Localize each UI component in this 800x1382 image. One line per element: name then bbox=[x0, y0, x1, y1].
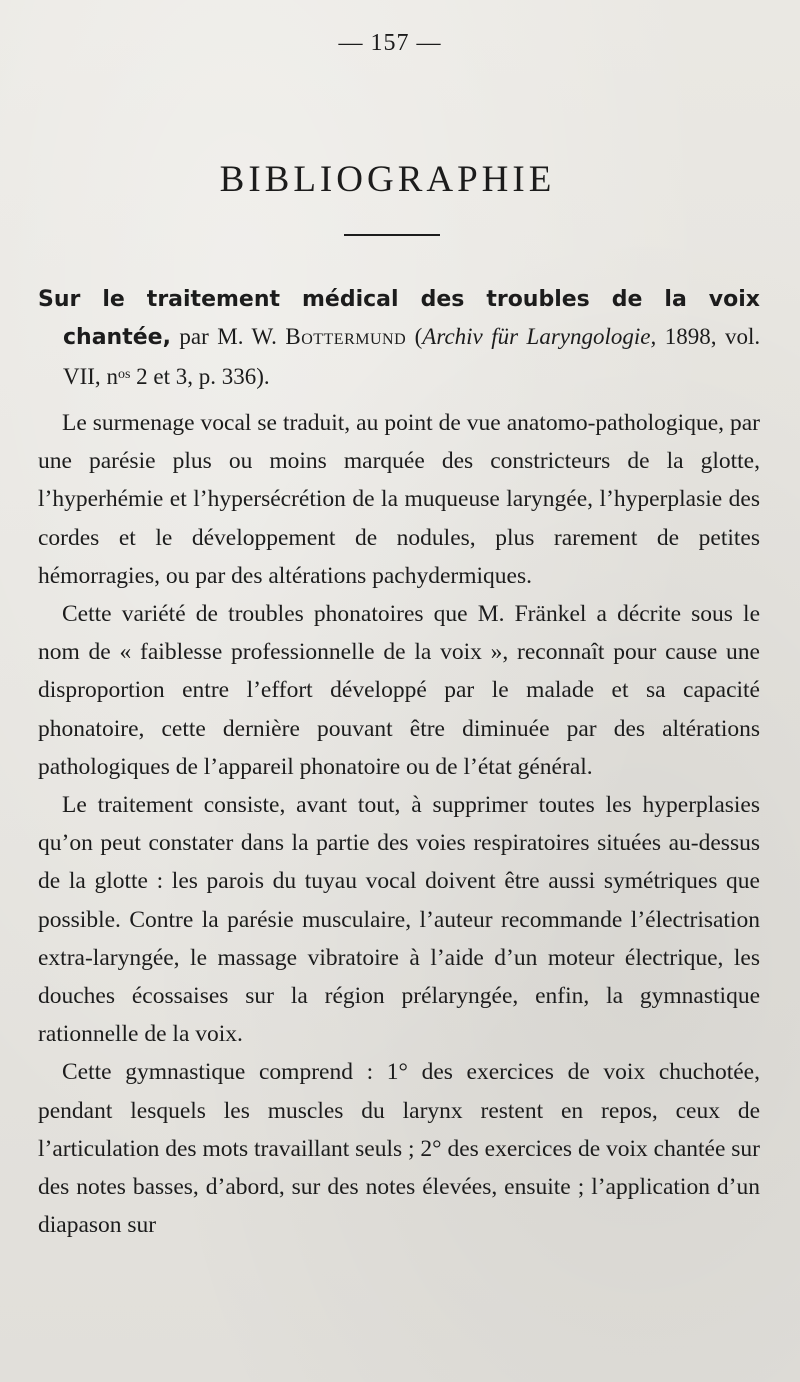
entry-numbers-abbr: $n^{os}$ bbox=[106, 364, 131, 389]
paragraph: Cette variété de troubles phonatoires que M. Fränkel a décrite sous le nom de « faiblesse professionnelle de la voix », reconnaît pour cause une disproportion entre l’effort développé par le malade et sa capacité phonatoire, cette dernière pouvant être diminuée par des altérations pathologiques de l’appareil phonatoire ou de l’état général. bbox=[38, 601, 760, 780]
entry-numbers: 2 et 3, p. 336). bbox=[136, 364, 270, 389]
entry-title: Sur le traitement médical des troubles de la voix chantée, bbox=[38, 287, 760, 350]
entry-open-paren: ( bbox=[414, 324, 423, 349]
entry-by: par M. W. bbox=[179, 324, 277, 349]
page-number: — 157 — bbox=[338, 30, 442, 56]
bibliography-entry bbox=[38, 280, 760, 1244]
entry-author: Bottermund bbox=[285, 324, 407, 349]
entry-volume: vol. VII, bbox=[63, 324, 761, 389]
section-title: BIBLIOGRAPHIE bbox=[219, 159, 556, 200]
paragraph: Cette gymnastique comprend : 1° des exercices de voix chuchotée, pendant lesquels les muscles du larynx restent en repos, ceux de l’articulation des mots travaillant seuls ; 2° des exercices de voix chantée sur des notes basses, d’abord, sur des notes élevées, ensuite ; l’application d’un diapason sur bbox=[38, 1059, 760, 1239]
entry-heading bbox=[38, 280, 760, 395]
paragraph: Le surmenage vocal se traduit, au point de vue anatomo-pathologique, par une parésie plus ou moins marquée des constricteurs de la glotte, l’hyperhémie et l’hypersécrétion de la muqueuse laryngée, l’hyperplasie des cordes et le développement de nodules, plus rarement de petites hémorragies, ou par des altérations pachydermiques. bbox=[38, 410, 760, 589]
entry-journal: Archiv für Laryngologie, bbox=[422, 324, 657, 349]
paragraph: Le traitement consiste, avant tout, à supprimer toutes les hyperplasies qu’on peut constater dans la partie des voies respiratoires situées au-dessus de la glotte : les parois du tuyau vocal doivent être aussi symétriques que possible. Contre la parésie musculaire, l’auteur recommande l’électrisation extra-laryngée, le massage vibratoire à l’aide d’un moteur électrique, les douches écossaises sur la région prélaryngée, enfin, la gymnastique rationnelle de la voix. bbox=[38, 792, 760, 1048]
entry-numbers-abbr-sup: os bbox=[117, 367, 131, 382]
title-divider bbox=[344, 234, 440, 236]
entry-year: 1898, bbox=[664, 324, 717, 349]
